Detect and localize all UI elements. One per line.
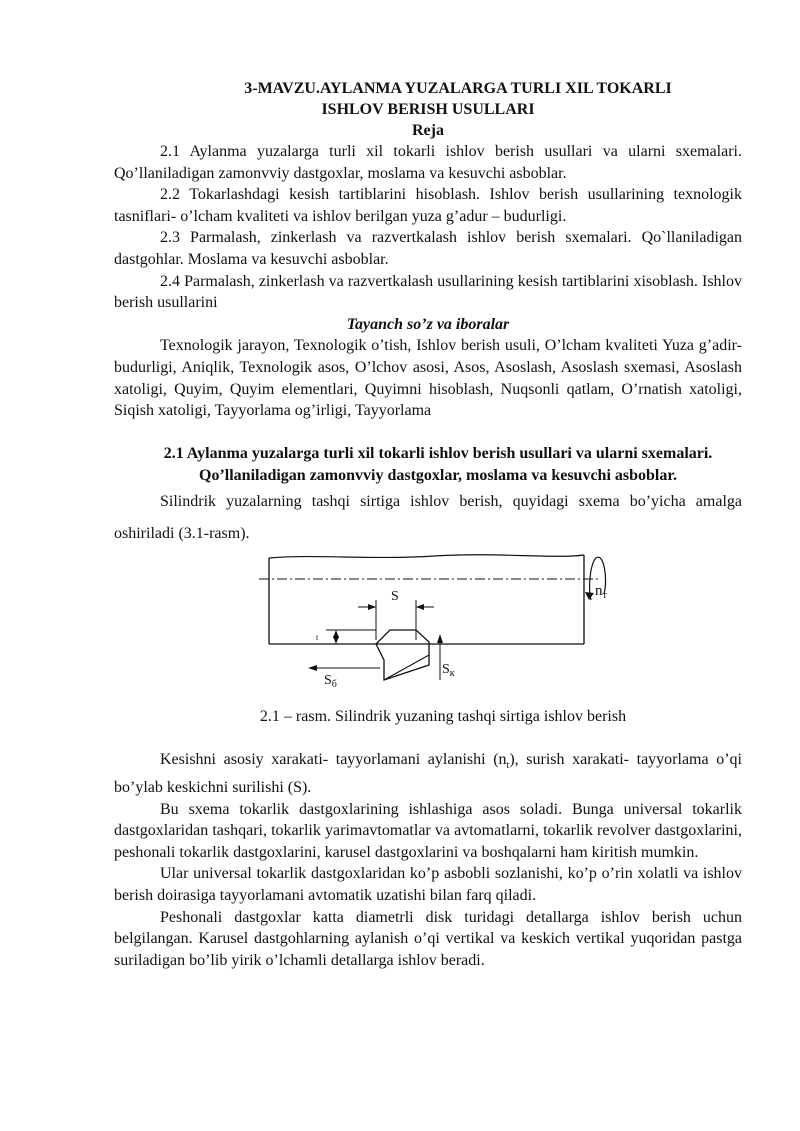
svg-text:nт: $n_т$ <box>595 583 607 602</box>
rotation-label: n <box>595 583 603 600</box>
turning-scheme-figure <box>114 550 742 700</box>
body-paragraph-3: Ular universal tokarlik dastgoxlaridan ko’p asbobli sozlanishi, ko’p o’rin xolatli va ishlov berish doirasiga tayyorlamani avtomatik uzatishi bilan farq qiladi. <box>114 865 742 905</box>
plan-item-2: 2.2 Tokarlashdagi kesish tartiblarini hisoblash. Ishlov berish usullarining texnologik tasniflari- o’lcham kvaliteti va ishlov berilgan yuza g’adur – budurligi. <box>114 186 742 225</box>
body-paragraph-4: Peshonali dastgoxlar katta diametrli disk turidagi detallarga ishlov berish uchun belgilangan. Karusel dastgohlarning aylanish o’qi vertikal va keskich vertikal yuqoridan pastga suriladigan bo’lib yirik o’lchamli detallarga ishlov beradi. <box>114 908 742 969</box>
body-paragraph-1: Kesishni asosiy xarakati- tayyorlamani aylanishi $(n_t)$, surish xarakati- tayyorlama o’qi bo’ylab keskichni surilishi (S). <box>114 751 742 797</box>
section-heading: 2.1 Aylanma yuzalarga turli xil tokarli ishlov berish usullari va ularni sxemalari. Qo’llaniladigan zamonvviy dastgoxlar, moslama va kesuvchi asboblar. <box>163 444 713 484</box>
feed-label: S <box>391 589 399 605</box>
svg-text:Sб: $S_б$ <box>324 673 337 691</box>
intro-paragraph: Silindrik yuzalarning tashqi sirtiga ishlov berish, quyidagi sxema bo’yicha amalga oshiriladi (3.1-rasm). <box>114 493 742 543</box>
cross-feed-label: S <box>442 662 450 678</box>
figure-caption: 2.1 – rasm. Silindrik yuzaning tashqi sirtiga ishlov berish <box>259 708 627 726</box>
plan-item-4: 2.4 Parmalash, zinkerlash va razvertkalash usullarining kesish tartiblarini xisoblash. Ishlov berish usullarini <box>114 272 742 312</box>
plan-heading: Reja <box>412 122 444 139</box>
page-title-line-2: ISHLOV BERISH USULLARI <box>321 101 535 118</box>
document-page <box>114 78 742 971</box>
body-paragraph-2: Bu sxema tokarlik dastgoxlarining ishlashiga asos soladi. Bunga universal tokarlik dastgoxlaridan tashqari, tokarlik yarimavtomatlar va avtomatlarni, tokarlik revolver dastgoxlarini, peshonali tokarlik dastgoxlarini, karusel dastgoxlarini va boshqalarni ham kiritish mumkin. <box>114 800 742 861</box>
keywords-heading: Tayanch so’z va iboralar <box>346 315 510 333</box>
page-title-line-1: 3-MAVZU.AYLANMA YUZALARGA TURLI XIL TOKARLI <box>244 80 672 97</box>
turning-scheme-diagram <box>254 550 614 700</box>
keywords-paragraph: Texnologik jarayon, Texnologik o’tish, Ishlov berish usuli, O’lcham kvaliteti Yuza g’adir-budurligi, Aniqlik, Texnologik asos, O’lchov asosi, Asos, Asoslash, Asoslash sxemasi, Asoslash xatoligi, Quyim, Quyim elementlari, Quyimni hisoblash, Nuqsonli qatlam, O’rnatish xatoligi, Siqish xatoligi, Tayyorlama og’irligi, Tayyorlama <box>114 337 742 420</box>
plan-item-1: 2.1 Aylanma yuzalarga turli xil tokarli ishlov berish usullari va ularni sxemalari. Qo’llaniladigan zamonvviy dastgoxlar, moslama va kesuvchi asboblar. <box>114 143 742 182</box>
radial-feed-label: S <box>324 673 332 689</box>
plan-item-3: 2.3 Parmalash, zinkerlash va razvertkalash ishlov berish sxemalari. Qo`llaniladigan dastgohlar. Moslama va kesuvchi asboblar. <box>114 229 742 268</box>
svg-text:Sк: $S_к$ <box>442 662 455 680</box>
depth-label: t <box>316 633 319 643</box>
